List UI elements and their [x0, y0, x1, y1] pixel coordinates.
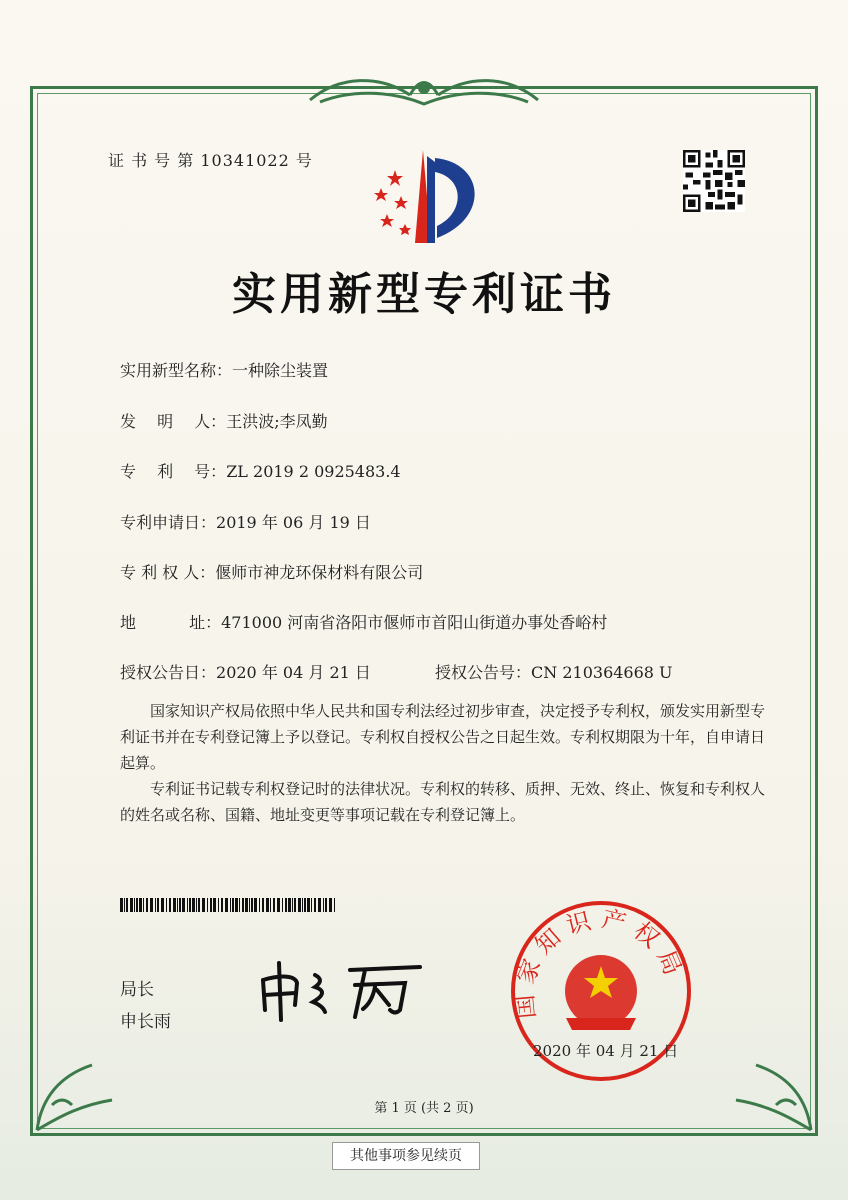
corner-ornament-left	[32, 1045, 122, 1135]
field-label: 实用新型名称：	[120, 361, 233, 380]
field-application-date	[120, 510, 371, 533]
signatory-name: 申长雨	[120, 1012, 171, 1032]
field-label: 专利申请日：	[120, 513, 217, 532]
field-value: 2019 年 06 月 19 日	[216, 513, 371, 532]
page-title: 实用新型专利证书	[232, 269, 616, 320]
field-value: 471000 河南省洛阳市偃师市首阳山街道办事处香峪村	[221, 613, 608, 632]
field-inventors	[120, 409, 328, 432]
field-value: 偃师市神龙环保材料有限公司	[215, 563, 424, 582]
field-label: 地 址：	[120, 613, 222, 632]
svg-text:国家知识产权局: 国家知识产权局	[509, 904, 691, 1021]
qr-code	[683, 150, 745, 212]
barcode	[120, 898, 336, 912]
field-label: 授权公告号：	[435, 663, 532, 682]
field-value: 2020 年 04 月 21 日	[216, 663, 371, 682]
field-address	[120, 610, 607, 633]
field-patentee	[120, 560, 423, 583]
handwritten-signature	[255, 955, 440, 1025]
cnipa-logo	[365, 148, 490, 248]
field-label: 授权公告日：	[120, 663, 217, 682]
field-value: 王洪波;李凤勤	[226, 412, 328, 431]
page-indicator: 第 1 页 (共 2 页)	[374, 1101, 474, 1116]
corner-ornament-right	[726, 1045, 816, 1135]
field-utility-model-name	[120, 358, 328, 381]
field-label: 发 明 人：	[120, 412, 227, 431]
field-patent-number	[120, 459, 401, 482]
field-announcement-number	[435, 660, 673, 683]
statement-paragraph: 国家知识产权局依照中华人民共和国专利法经过初步审查，决定授予专利权，颁发实用新型专利证书并在专利登记簿上予以登记。专利权自授权公告之日起生效。专利权期限为十年，自申请日起算。	[120, 702, 766, 772]
statement-paragraph: 专利证书记载专利权登记时的法律状况。专利权的转移、质押、无效、终止、恢复和专利权人的姓名或名称、国籍、地址变更等事项记载在专利登记簿上。	[120, 780, 766, 824]
continuation-note: 其他事项参见续页	[332, 1142, 480, 1170]
field-value: CN 210364668 U	[531, 663, 673, 682]
seal-date: 2020 年 04 月 21 日	[533, 1042, 679, 1060]
field-value: ZL 2019 2 0925483.4	[226, 462, 401, 481]
field-label: 专 利 号：	[120, 462, 227, 481]
field-label: 专 利 权 人：	[120, 563, 216, 582]
field-grant-date	[120, 660, 371, 683]
certificate-statement	[120, 698, 772, 828]
signatory-title: 局长	[120, 980, 154, 1000]
top-ornament	[300, 70, 548, 110]
field-value: 一种除尘装置	[232, 361, 329, 380]
certificate-number: 证 书 号 第 10341022 号	[108, 151, 313, 170]
